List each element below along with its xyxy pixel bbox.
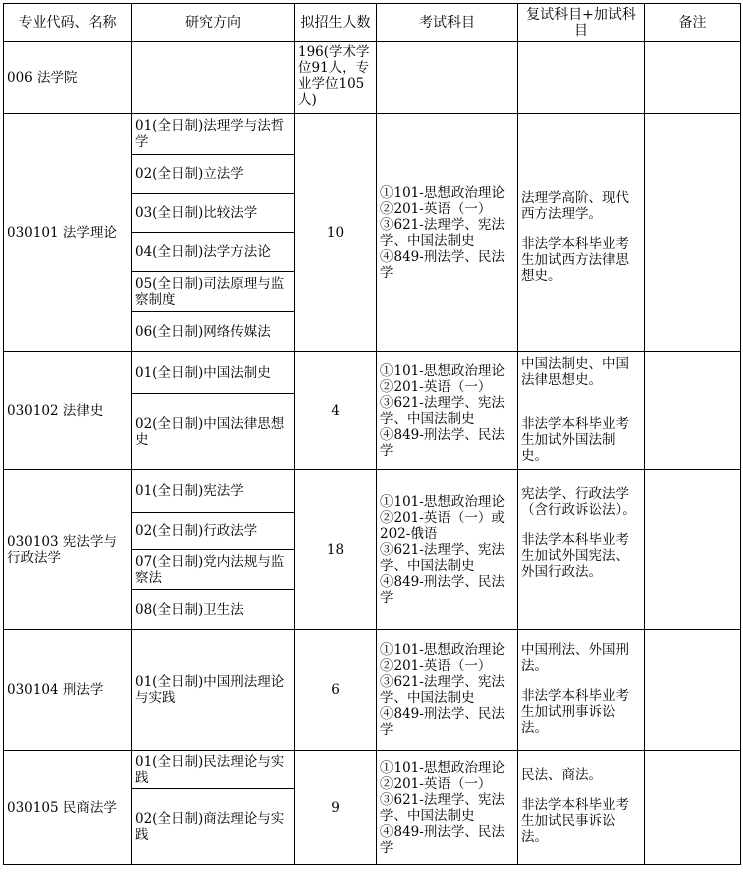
retest-subjects <box>518 751 645 865</box>
header-row <box>4 4 741 42</box>
direction-item: 01(全日制)中国刑法理论与实践 <box>132 630 295 751</box>
exam-item: ④849-刑法学、民法学 <box>380 706 505 738</box>
extra-text: 非法学本科毕业考生加试民事诉讼法。 <box>521 797 629 845</box>
exam-item: ①101-思想政治理论 <box>380 493 505 510</box>
school-row <box>4 42 741 114</box>
retest-text: 法理学高阶、现代西方法理学。 <box>521 190 629 222</box>
direction-item: 01(全日制)民法理论与实践 <box>132 751 295 789</box>
exam-item: ③621-法理学、宪法学、中国法制史 <box>380 791 505 824</box>
exam-item: ③621-法理学、宪法学、中国法制史 <box>380 216 505 249</box>
table-row <box>4 751 741 789</box>
remark-cell <box>645 630 741 751</box>
direction-item: 02(全日制)立法学 <box>132 155 295 194</box>
exam-item: ②201-英语（一） <box>380 775 492 792</box>
exam-item: ③621-法理学、宪法学、中国法制史 <box>380 541 505 574</box>
table-row <box>4 352 741 394</box>
remark-cell <box>645 114 741 352</box>
exam-item: ④849-刑法学、民法学 <box>380 426 505 459</box>
direction-item: 01(全日制)法理学与法哲学 <box>132 114 295 155</box>
exam-item: ①101-思想政治理论 <box>380 759 505 776</box>
header-enroll: 拟招生人数 <box>295 4 377 42</box>
direction-item: 02(全日制)商法理论与实践 <box>132 789 295 865</box>
major-enroll: 9 <box>295 751 377 865</box>
school-name: 006 法学院 <box>4 42 132 114</box>
table-row <box>4 470 741 513</box>
exam-subjects <box>377 630 518 751</box>
exam-item: ②201-英语（一） <box>380 200 492 217</box>
remark-cell <box>645 352 741 470</box>
exam-item: ④849-刑法学、民法学 <box>380 573 505 606</box>
retest-subjects <box>518 630 645 751</box>
remark-cell <box>645 751 741 865</box>
empty-cell <box>518 42 645 114</box>
header-direction: 研究方向 <box>132 4 295 42</box>
major-code-name: 030101 法学理论 <box>4 114 132 352</box>
table-row <box>4 630 741 751</box>
remark-cell <box>645 470 741 630</box>
extra-text: 非法学本科毕业考生加试外国法制史。 <box>521 416 629 464</box>
exam-item: ④849-刑法学、民法学 <box>380 823 505 856</box>
empty-cell <box>132 42 295 114</box>
exam-item: ①101-思想政治理论 <box>380 362 505 379</box>
retest-text: 宪法学、行政法学（含行政诉讼法）。 <box>521 486 636 518</box>
direction-item: 02(全日制)行政法学 <box>132 513 295 550</box>
retest-text: 中国刑法、外国刑法。 <box>521 642 629 674</box>
major-code-name: 030102 法律史 <box>4 352 132 470</box>
major-code-name: 030103 宪法学与行政法学 <box>4 470 132 630</box>
exam-item: ②201-英语（一）或202-俄语 <box>380 509 505 542</box>
exam-item: ③621-法理学、宪法学、中国法制史 <box>380 674 505 706</box>
exam-subjects <box>377 352 518 470</box>
header-code-name: 专业代码、名称 <box>4 4 132 42</box>
major-code-name: 030105 民商法学 <box>4 751 132 865</box>
direction-item: 05(全日制)司法原理与监察制度 <box>132 272 295 312</box>
header-retest: 复试科目+加试科目 <box>518 4 645 42</box>
direction-item: 04(全日制)法学方法论 <box>132 233 295 272</box>
exam-item: ②201-英语（一） <box>380 378 492 395</box>
exam-subjects <box>377 751 518 865</box>
exam-subjects <box>377 470 518 630</box>
exam-item: ①101-思想政治理论 <box>380 642 505 658</box>
direction-item: 08(全日制)卫生法 <box>132 590 295 630</box>
header-remark: 备注 <box>645 4 741 42</box>
direction-item: 06(全日制)网络传媒法 <box>132 312 295 352</box>
direction-item: 02(全日制)中国法律思想史 <box>132 394 295 470</box>
retest-subjects <box>518 470 645 630</box>
major-code-name: 030104 刑法学 <box>4 630 132 751</box>
major-enroll: 10 <box>295 114 377 352</box>
header-exam: 考试科目 <box>377 4 518 42</box>
major-enroll: 6 <box>295 630 377 751</box>
exam-item: ①101-思想政治理论 <box>380 184 505 201</box>
major-enroll: 4 <box>295 352 377 470</box>
major-enroll: 18 <box>295 470 377 630</box>
extra-text: 非法学本科毕业考生加试刑事诉讼法。 <box>521 688 629 736</box>
empty-cell <box>645 42 741 114</box>
extra-text: 非法学本科毕业考生加试西方法律思想史。 <box>521 236 629 284</box>
direction-item: 03(全日制)比较法学 <box>132 194 295 233</box>
empty-cell <box>377 42 518 114</box>
table-row <box>4 114 741 155</box>
direction-item: 01(全日制)宪法学 <box>132 470 295 513</box>
retest-text: 民法、商法。 <box>521 767 602 783</box>
direction-item: 07(全日制)党内法规与监察法 <box>132 550 295 590</box>
exam-item: ③621-法理学、宪法学、中国法制史 <box>380 394 505 427</box>
exam-item: ②201-英语（一） <box>380 658 492 674</box>
retest-subjects <box>518 352 645 470</box>
school-enroll: 196(学术学位91人，专业学位105人) <box>295 42 377 114</box>
direction-item: 01(全日制)中国法制史 <box>132 352 295 394</box>
exam-item: ④849-刑法学、民法学 <box>380 248 505 281</box>
retest-text: 中国法制史、中国法律思想史。 <box>521 356 629 388</box>
extra-text: 非法学本科毕业考生加试外国宪法、外国行政法。 <box>521 532 629 580</box>
retest-subjects <box>518 114 645 352</box>
exam-subjects <box>377 114 518 352</box>
enrollment-table <box>3 3 741 865</box>
